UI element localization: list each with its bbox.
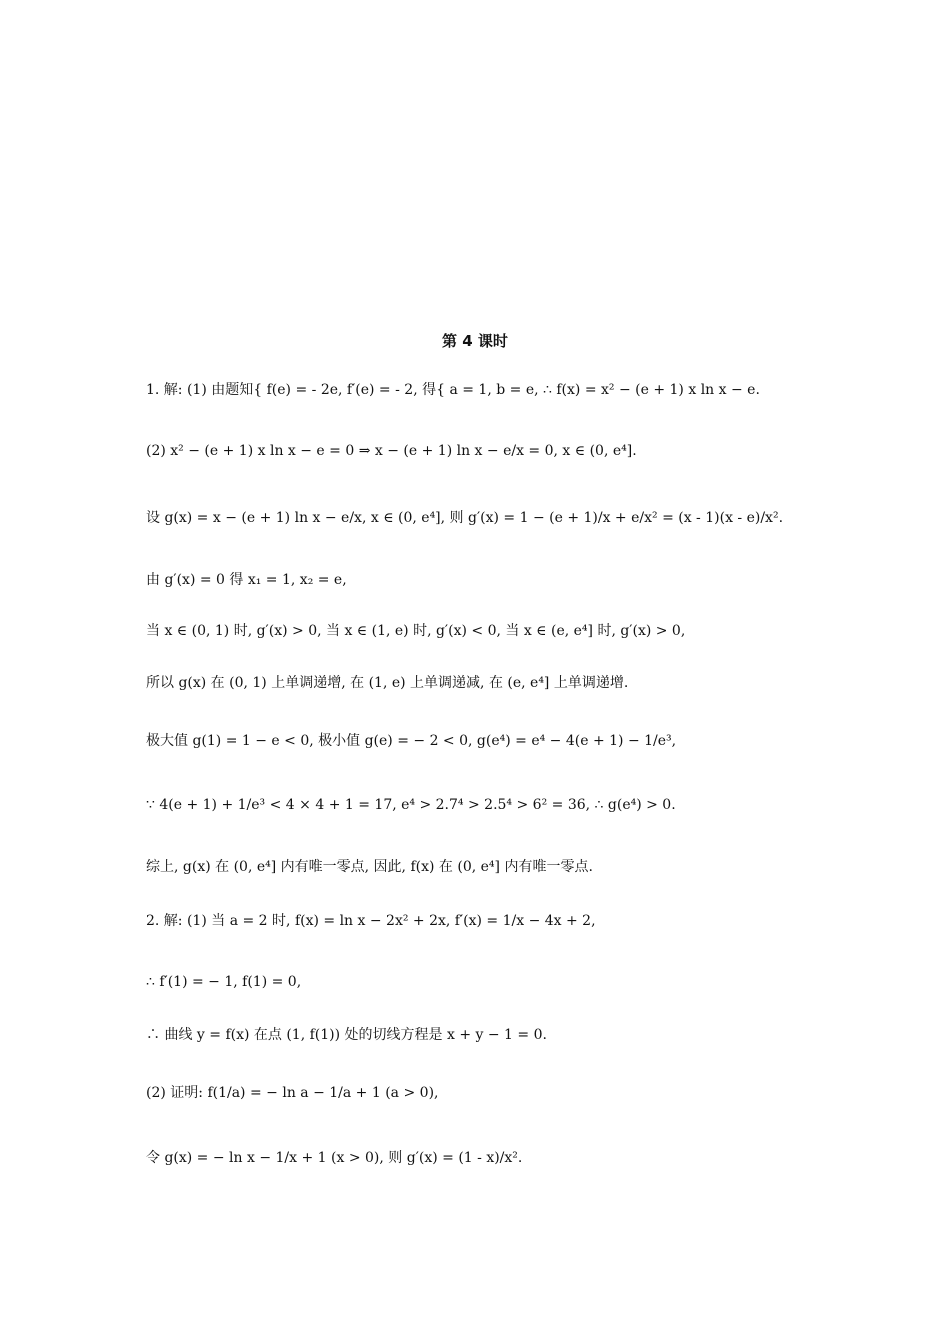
solution-2-part-1-line: 2. 解: (1) 当 a = 2 时, f(x) = ln x − 2x² + 2x, f′(x) = 1/x − 4x + 2, — [146, 913, 596, 929]
values-at-1-line: ∴ f′(1) = − 1, f(1) = 0, — [146, 974, 302, 990]
solution-1-part-1-line: 1. 解: (1) 由题知{ f(e) = - 2e, f′(e) = - 2, 得{ a = 1, b = e, ∴ f(x) = x² − (e + 1) x ln x − e. — [146, 382, 760, 398]
inequality-line: ∵ 4(e + 1) + 1/e³ < 4 × 4 + 1 = 17, e⁴ > 2.7⁴ > 2.5⁴ > 6² = 36, ∴ g(e⁴) > 0. — [146, 797, 676, 813]
roots-line: 由 g′(x) = 0 得 x₁ = 1, x₂ = e, — [146, 572, 347, 588]
conclusion-line: 综上, g(x) 在 (0, e⁴] 内有唯一零点, 因此, f(x) 在 (0, e⁴] 内有唯一零点. — [146, 859, 593, 875]
monotonicity-line: 所以 g(x) 在 (0, 1) 上单调递增, 在 (1, e) 上单调递减, 在 (e, e⁴] 上单调递增. — [146, 675, 629, 691]
proof-start-line: (2) 证明: f(1/a) = − ln a − 1/a + 1 (a > 0), — [146, 1085, 439, 1101]
tangent-line-equation: ∴ 曲线 y = f(x) 在点 (1, f(1)) 处的切线方程是 x + y − 1 = 0. — [146, 1027, 547, 1043]
define-g-2-line: 令 g(x) = − ln x − 1/x + 1 (x > 0), 则 g′(x) = (1 - x)/x². — [146, 1150, 523, 1166]
sign-analysis-line: 当 x ∈ (0, 1) 时, g′(x) > 0, 当 x ∈ (1, e) 时, g′(x) < 0, 当 x ∈ (e, e⁴] 时, g′(x) > 0, — [146, 623, 686, 639]
page-title: 第 4 课时 — [442, 332, 508, 350]
solution-1-part-2-equation: (2) x² − (e + 1) x ln x − e = 0 ⇒ x − (e + 1) ln x − e/x = 0, x ∈ (0, e⁴]. — [146, 443, 637, 459]
extrema-line: 极大值 g(1) = 1 − e < 0, 极小值 g(e) = − 2 < 0, g(e⁴) = e⁴ − 4(e + 1) − 1/e³, — [146, 733, 677, 749]
define-g-line: 设 g(x) = x − (e + 1) ln x − e/x, x ∈ (0, e⁴], 则 g′(x) = 1 − (e + 1)/x + e/x² = (x - 1)(x - e)/x². — [146, 510, 784, 526]
